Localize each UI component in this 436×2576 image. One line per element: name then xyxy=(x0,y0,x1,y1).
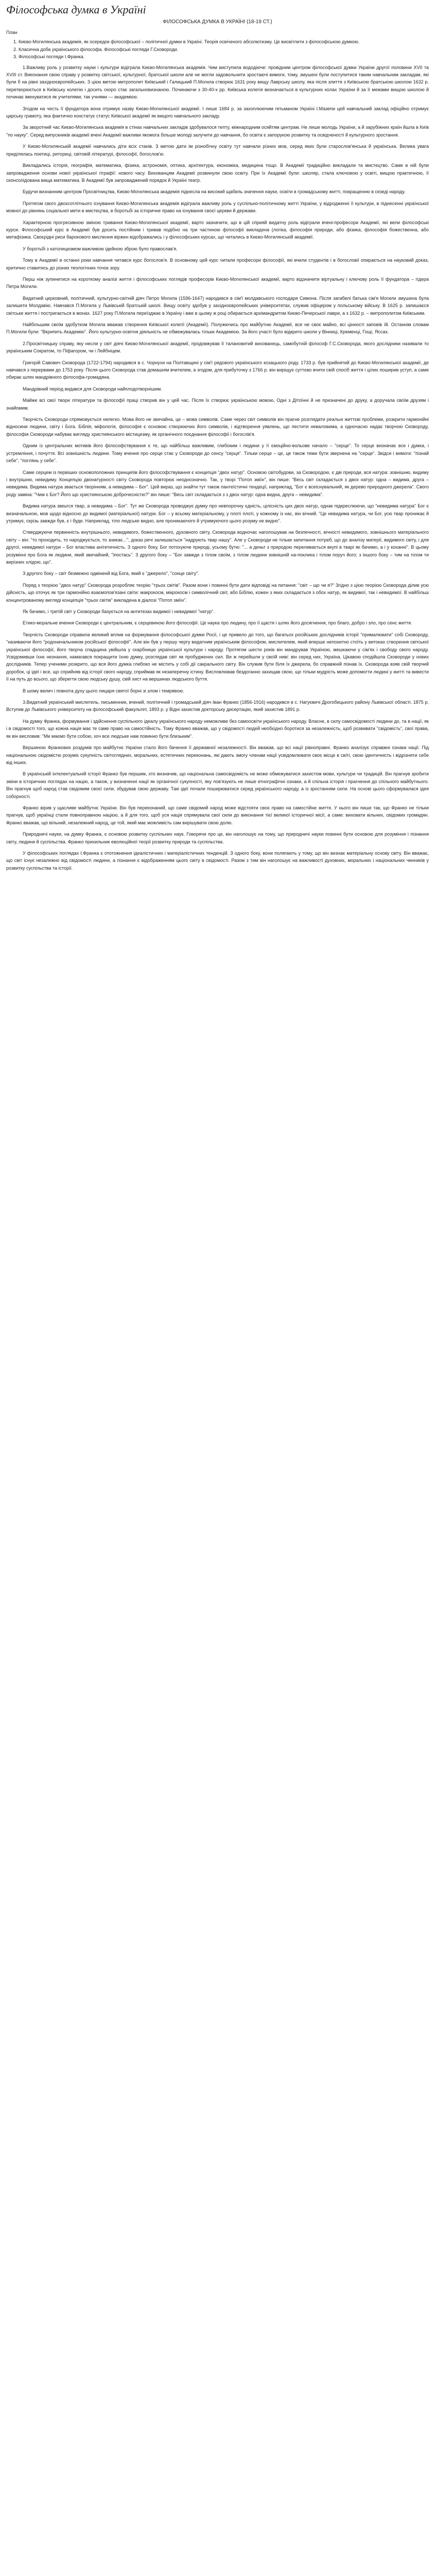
paragraph: Як бачимо, і третій світ у Сковороди базується на антитезах видимої і невидимої "натур". xyxy=(23,609,215,614)
paragraph: Стверджуючи первинність внутрішнього, невидимого, божественного, духовного світу, Сковорода водночас наголошував на безпечності, вічності невидимого, зовнішнього матеріального світу – він: "то проходить, то народжується, то зникає...", доказ речі залишається "надрують твар нашу". Але у Сковороди не тільки запитання потреб, що до аналізу матерії, видимого світу, і для другої, невидимої натури – Бог властива анітетичність. З одного боку, Бог потохуюче природі, усьому бутю: "... а деньт з природою переливається вкупі в тварі як бачимо, а і у коханні". В цьому розумінні про Бога як людини, який звичайний, "іпостась". З другого боку – "Бог завжди з тілом своїм, з тілом людини зовнішній на-поклика і тілом поруч його; з іншого боку – тим на тілом ти вирізних хлідою, що". xyxy=(6,530,429,565)
paragraph: 1.Важливу роль у розвитку науки і культури відіграла Києво-Могилянська академія. Чим виступила вододіюче: провідним центром філософської думки України другої половини XVII та XVIII ст. Виконання свою справу у розвитку світської, культурної, братської школи але не могли задовольнити зростаючі вимоги, тому, змушені були поступитися таким навчальним закладам, які були б на рівні західноєвропейських. З цією метою митрополит Київський і Галицький П.Могила створює 1631 року вищу Лаврську школу, яка після злиття з Київською братською школою 1632 р. перетворюється в Київську колегію і досить скоро стає загальновизнаною. Починаючи з 30-40-х рр. Київська колегія визначається в культурних колах України й за її межами вищою школою й починає іменуватися як учителями, так учнями — академією. xyxy=(6,64,429,100)
paragraph: Протягом свого двохсотлітнього існування Києво-Могилянська академія відіграла важливу роль у суспільно-політичному житті України, у відродженні її культури, в піднесенні української мовної до рівнянь соціальної мети в мистецтва, в боротьбі за історичне право на існування своєї церкви й держави. xyxy=(6,200,429,214)
paragraph: За зворотний час Києво-Могилянська академія в стінах навчальних закладів здобувалося тепту, міжнародним осяйтям центрам. Не лише молодь України, а й зарубіжних країн йшла в Київ "по науку". Серед випускників академії вчені Академії важливи якомога більше молоді залучити до навчання, бо освіта є запорукою розвитку та освідченості й культурного зростання. xyxy=(6,125,429,138)
paragraph: З другого боку – світ безмежно одміненй від Бога, який є "джерело", "сонце світу". xyxy=(23,571,199,577)
plan-heading: План xyxy=(6,30,18,35)
paragraph: Перш ніж зупинитися на короткому аналізі життя і філософських поглядів професорів Києво-Могилянської академії, варто відзначити віртуальну і ключову роль її фундатора – гідера Петра Могили. xyxy=(6,276,429,290)
page-title: Філософська думка в Україні xyxy=(6,3,146,16)
document-subtitle: ФІЛОСОФСЬКА ДУМКА В УКРАЇНІ (18-19 СТ.) xyxy=(163,19,272,25)
paragraph: Поряд з теорією "двох натур" Сковорода розробляє теорію "трьох світів". Разом вони і повинні бути дати відповіді на питання: "світ – що чи я?" Згідно з цією теорією Сковорода ділив усю дійсність, що оточує як три гармонійно взаємопов'язані світи: макрокосм, мікрокосм і символічний світ, або Біблію, кожен з яких складається з обох натур, як видимої, так і невидимої. В найбільш концентрованому вигляді концепція "трьох світів" викладена в діалозі "Потоп зміїн". xyxy=(6,582,429,603)
document-page xyxy=(0,0,436,872)
paragraph: Григорій Савович Сковорода (1722-1794) народився в с. Чорнухи на Полтавщині у сім'ї рядового українського козацького роду. 1733 р. був прийнятий до Києво-Могилянської академії, де навчався з перервами до 1753 року. Після цього Сковорода став домашнім вчителем, а згодом, для прибуточку з 1766 р. він виріщує суттєво вчити свій спосіб життя і цілих поширив уступ, а саме обирає шлях мандрівного філософа-громадяна. xyxy=(6,360,429,380)
plan-item: 1. Києво-Могилянська академія, як осередок філософської – політичної думки в Україні. Теорія освіченого абсолютизму. Це висвітлити з філософською думкою. xyxy=(19,38,429,45)
paragraph: Тому в Академії в останні роки навчання читався курс богослов'я. В основному цей курс читали професори філософії, які вчили студентів і в богословії опирається на науковий доказ, критично ставитись до різних теологічних точок зору. xyxy=(6,258,429,270)
paragraph: Видима натура звеьтся твар, а невидима – Бог". Тут же Сковорода проводжує думку про невпорочну єдність, цілісність цих двох натур, однак підкреслюючи, що "невидима натура" Бог є визначальною, мов щодо відносно до видимої (матеріальної) натури. Бог – у всьому матеріальному, у плоті плоті, у кожному із нас, він вічний. "Це невидима натура, чи Бог, усю твар проникає й утримує, скрізь завжди був, є і буде. Наприклад, тіло людське видно, але проникаючого й утримуючого цього розуму не видно". xyxy=(6,503,429,523)
paragraph: 3.Видатний український мислитель, письменник, вчений, політичний і громадський діяч Іван Франко (1856-1916) народився в с. Нагуєвичі Дрогобицького району Львівської області. 1875 р. Вступив до Львівського університету на філософський факультет, 1893 р. у Відні захистив докторську дисертацію, який захистив 1891 р. xyxy=(6,700,429,713)
paragraph: Будучи визнанним центром Просвітництва, Києво-Могилянська академія піднесла на високий щабель значення науки, освіти в громадському житті, покращенню в сезеді народу. xyxy=(23,189,406,195)
paragraph: Вершиною Франкових роздумів про майбутнє України стало його бачення її державної незалежності. Він вважав, що всі нації рівноправні. Франко аналізує справжні ознаки нації. Під національною свідомістю розуміє сукупність світоглядних, моральних, естетичних переконань, які дають змогу членам нації усвідомлювати своє місце в світі, свою ідентичність і відрізняти себе від інших. xyxy=(6,745,429,765)
paragraph: Видатний церковний, політичний, культурно-світній діяч Петро Могила (1596-1647) народився в сім'ї молдавського господаря Симона. Після загибелі батька сім'я Могили змушена була залишити Молдавію. Навчався П.Могила у Львівській братській школі. Вищу освіту здобув у західноєвропейських університетах, служив офіцером у польському війську. В 1625 р. запишаєся світське життя і постригається в монах. 1627 року П.Могила переїзджає в Україну і вже в цьому ж році обирається архімандритом Києво-Печерської лаври, а з 1632 р. – митрополитом Київським. xyxy=(6,295,429,316)
paragraph: Природничі науки, на думку Франка, є основою розвитку суспільних наук. Говорячи про це, він наголошує на тому, що природничі науки повинні бути основою для розуміння і пізнання світу, людини й суспільства. Франко прихильник еволюційної теорії розвитку природи та суспільства. xyxy=(6,832,429,844)
paragraph: Майже всі свої твори літератури та філософії праці створив він у цей час. Після їх створює українською мовою, Одні з Дітоїнні й не призначені до друку, а доручала своїм друзям і знайомим. xyxy=(6,398,429,411)
paragraph: Етико-моральне вчення Сковороди є центральним, є серцевиною його філософії. Це наука про людину, про її щастя і шлях його досягнення, про благо, добро і зло, про сенс життя. xyxy=(23,620,412,626)
paragraph: Творчість Сковороди справила великий вплив на формування філософської думки Росії, і це привело до того, що багатьох російських дослідників історії "прималювати" собі Сковороду, "називаючи його "родоначальником російської філософії". Але він був у першу чергу видатним українським філософом, мислителем, який вперше непохитно стоїть у витоках створення світської української філософії, його творча спадщина увійшла у скарбницю української культури і народу. Протягом шести років він мандрував Україною, мешкаючи у сім'ях і свободу свого народу. Усвідомивши їхнє незнання, намагався покращити їхню думку, розглядав світ як пробуджених сил. Ви ж перейшли у своїй ниві: він серед них, Україна. Цікавою сподійшла Сковороди у нових дослідників. Тепер ученими розкрито, що вся його думка глибоко не містить у собі дії сакрального світу. Він служив бути біля їх джерела, бо справжній пізнав їх. Сковорода взяв свій творчий доробок, ці ідеї і все, що сприйняв від історії свого народу, сприймав як незаперечну істину. Висловлював бездоганно захищав свою, що тільки мудрість може допомогти людині у житті та вивести її на путь до всього, що зберегти свою людську душу, свій хист на вершинах людського буття. xyxy=(6,632,429,682)
paragraph: Одним із центральних мотивів його філософствування є те, що найбільш важливим, глибоким і людини у її ємоційно-вольове начало – "серце". То серце визначає все і думка, і устремління, і почуття. Всі зовнішність людини. Тому вчення про серце стає у Сковороди до сенсу "серця". Тільки серце – це, це також теми бути звернена на "серце". Звідси і вимоги: "пізнай себе", "поглянь у себе". xyxy=(6,443,429,464)
plan-list xyxy=(6,38,429,60)
paragraph: Найбільшим своїм здобутком Могила вважав створення Київської колегії (Академії). Полужючись про майбутню Академії, все не своє майно, всі цінності заповів їй. Останнім словам П.Могили були: "Вкрипить Академію". Його культурно-освітня діяльність не обмежувалась тільки Академією. За його участі було відкрито школи у Вінниці, Кременці, Гощі, Яссах. xyxy=(6,322,429,335)
paragraph: 2.Просвітницьку справу, яку несли у світ діячі Києво-Могилянської академії, продовжував її талановитий вихованець, самобутній філософ Г.С.Сковорода, якого дослідники називали то українським Сократом, то Піфагором, чи і Лейбніцем. xyxy=(6,341,429,354)
paragraph: Творчість Сковороди спрямовується нелегко. Мова його не звичайна, це – мова символів. Саме через світ символів він прагне розглядати реальні життєві проблеми, розкрити гармонійні відносини людини, світу і Бога. Біблія, міфологія, філософія є основою створюючих його символів, і відтворення уявлень, що пестити неваловима, а одночасно надає творчою Сковороду, філософія Сковороди набуває вигляду християнського містицизму, як органічного поєднання філософії і богослів'я. xyxy=(6,417,429,437)
text-section xyxy=(6,699,429,872)
paragraph: Мандрівний період видався для Сковороди найплодотворнішим. xyxy=(23,386,162,392)
text-section xyxy=(6,359,429,694)
paragraph: У філософських поглядах І.Франка є ототожнення ідеалістичних і матеріалістичних тенденцій. З одного боку, вони полягають у тому, що він визнає матеріальну основу світу. Він вважає, що світ існує незалежно від свідомості людини, а пізнання є відображенням цього світу в свідомості. Разом з тим він наголошує на важливості духовних, моральних і національних чинників у розвитку суспільства та історії. xyxy=(6,850,429,871)
paragraph: Згодом на честь її фундатора вона отримує назву Києво-Могилянської академії. І лише 1684 р. за захоплюючим гетьманом Україні І.Мазепи цей навчальний заклад офіційно отримує царську грамоту, яка фактично констатує статус Київської академії як вищого навчального закладу. xyxy=(6,106,429,119)
document-body xyxy=(6,64,429,872)
paragraph: В українській інтелектуальній історії Франко був першим, хто визначив, що національна самосвідомість не може обмежуватися захистом мови, культури чи традицій. Він прагнув зробити зміни в історичних поглядах на націю, а також, у визначенні нації як органічної сукупності, яку пов'язують не лише етнографічні ознаки, а й спільна історія і прагнення до спільного майбутнього. Він прагнув щоб народ став свідомим своєї сили, збудував свою державу. Такі ідеї почали поширюватися серед українського народу, а із зростанням сили. На основі цього сформувалася ідея соборності. xyxy=(6,771,429,799)
paragraph: У Києво-Могилянській академії навчались діти всіх станів. З метою дати ім різнобічну освіту тут навчали різних мов, серед яких були старослов'янська й українська. Велика увага приділялась поетиці, риториці, світовій літературі, філософії, богослов'ю. xyxy=(6,144,429,157)
paragraph: У боротьбі з католицизмом важливою ідейною зброю було православ'я. xyxy=(23,246,178,251)
plan-item: 3. Філософські погляди І.Франка. xyxy=(19,53,429,60)
text-section xyxy=(6,64,429,355)
plan-item: 2. Класична доба українського філософа. Філософські погляди Г.Сковороди. xyxy=(19,46,429,53)
paragraph: Франко вірив у щасливе майбутнє України. Він був переконаний, що саме свідомий народ може відстояти своє право на самостійне життя. У нього він пише так, що Франко не тільки прагнув, щоб українці стали повноправною нацією, а й для того, щоб уся нація спрямувала свої сили до виконання тієї великої історичної місії, а саме: виховати вільних, свідомих громадян. Франко вважав, що вільний, незалежний народ, це той, який має можливість сам вирішувати свою долю. xyxy=(6,805,429,825)
paragraph: Саме серцем із первіших основоположних принципів його філософствування є концепція "двох натур". Основою світобудови, за Сковородою, є дві природи, вся натура: зовнішню, видиму і внутрішню, невидиму. Концепцію двонатурності світу Сковорода повторює неоднозначно. Так, у творі "Потоп зміїн", він пише: "Весь світ складається з двох натур: одна – видима, друга – невидима. Видима натура звається творінням, а невидима – Бог". Цей вираз, що знайти тут також пантеїстичні тендеції, наприклад, "Бог є всеіснувальний, як дерево природного джерела". Свого роду заміна: "Чим є Бог? Його що християнською доброчесністю?" він пише: "Весь світ складається з з двох натур: одна видна, друга – невидима". xyxy=(6,469,429,497)
paragraph: Викладались історія, географія, математика, фізика, астрономія, оптика, архітектура, економіка, медицина тощо. В Академії традиційно викладали та мистецтво. Саме в ній були запровадження основи нової української гіграфії: нового часу. Вихованцям Академії розвинули свою освіту. При їх Академії були: школяр, стала ключовою у освіті, вищою практичною, її сконсолідована вища математика. В Академії був запроваджений порядок й Україні театр. xyxy=(6,163,429,183)
paragraph: В шому велич і повнота духу цього лицаря святої борні зі злом і темрявою. xyxy=(23,688,184,693)
paragraph: На думку Франка, формування і здійснення суспільного ідеалу українського народу неможливе без самоосвіти українського народу. Власне, в силу самосвідомості людини до, та в нації, як і в свідомості того, що кожна нація має те саме право на самостійність. Тому Франко вважав, що у свідомості людей необхідно боротися за незалежність, щоб розвивати "свідомість", свої права, як він висловив: "Ми маємо бути собою, хоч все людське нам повинно бути близьким". xyxy=(6,718,429,739)
paragraph: Характерною прогресивною зміною тривання Києво-Могилянської академії, варто зазначити, що в цій сприяй видатну роль відіграли вчені-професори Академії, які вели філософські курси. Філософський курс в Академії був досить постійним і тривав подібно на три частиною філософії викладена (логіка, філософія природи, або фізика, філософія божественна, або метафізика. Своєрідні риси барокового мислення віржен відображались і у філософських курсах, що читались в Києво-Могилянській академії. xyxy=(6,219,429,240)
